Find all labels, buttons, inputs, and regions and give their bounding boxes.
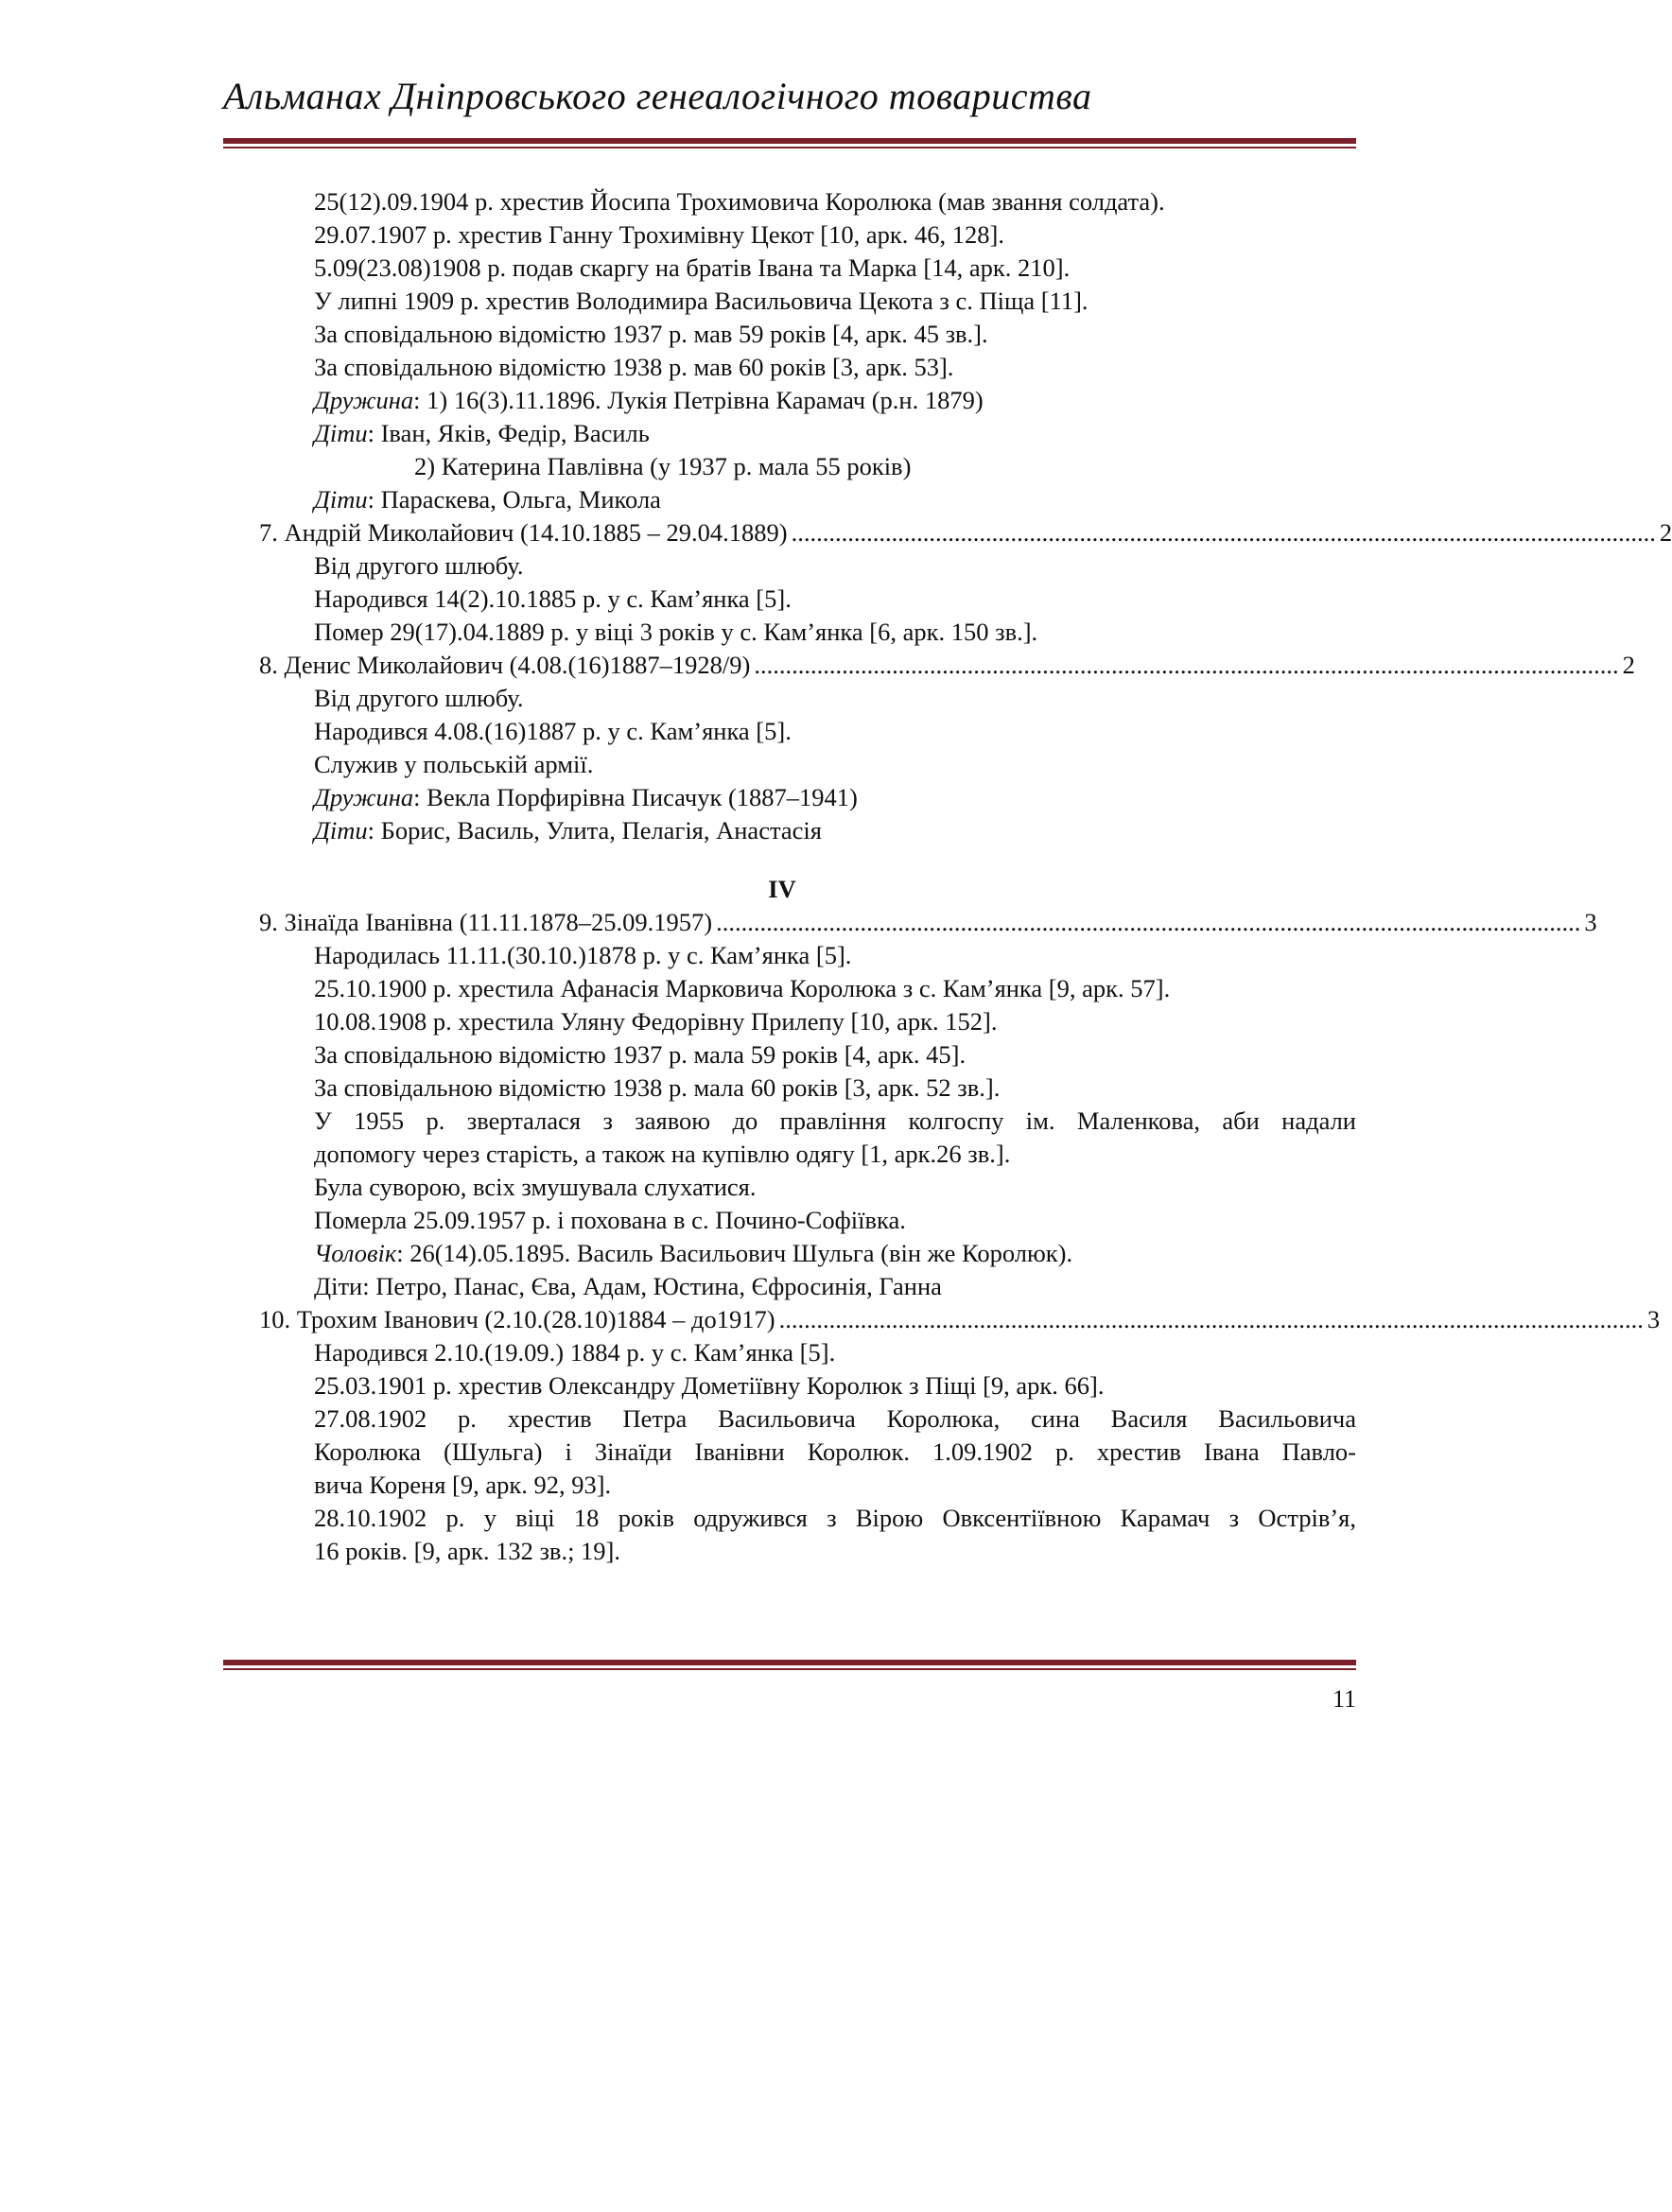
dot-leader: .......................................................................................................................................... (778, 1305, 1644, 1333)
text-line: Від другого шлюбу. (314, 684, 524, 712)
entry-heading-text: 9. Зінаїда Іванівна (11.11.1878–25.09.1957) (259, 908, 713, 936)
text-line: 16 років. [9, арк. 132 зв.; 19]. (314, 1537, 621, 1565)
wife-text: : Векла Порфирівна Писачук (1887–1941) (413, 783, 858, 811)
husband-line (314, 1237, 1072, 1269)
entry-8-heading (259, 649, 1635, 681)
husband-label: Чоловік (314, 1239, 397, 1267)
footer-rule (223, 1660, 1356, 1670)
entry-10-heading (259, 1303, 1661, 1335)
text-line: Народилась 11.11.(30.10.)1878 р. у с. Кам’янка [5]. (314, 941, 852, 969)
dot-leader: .......................................................................................................................................... (791, 518, 1656, 547)
page-number: 11 (1332, 1685, 1356, 1713)
text-line: 28.10.1902 р. у віці 18 років одружився з Вірою Овксентіївною Карамач з Острів’я, (314, 1504, 1356, 1532)
text-line: вича Кореня [9, арк. 92, 93]. (314, 1471, 612, 1499)
generation-number: 3 (1646, 1305, 1661, 1333)
text-line: У 1955 р. зверталася з заявою до правління колгоспу ім. Маленкова, аби надали (314, 1106, 1356, 1135)
text-line: Служив у польській армії. (314, 750, 594, 778)
text-line: Від другого шлюбу. (314, 551, 524, 580)
children-line (314, 417, 650, 449)
entry-heading-text: 8. Денис Миколайович (4.08.(16)1887–1928/9) (259, 651, 751, 679)
text-line: Народився 4.08.(16)1887 р. у с. Кам’янка [5]. (314, 717, 792, 745)
children-label: Діти (314, 485, 368, 514)
running-header-title: Альманах Дніпровського генеалогічного товариства (223, 75, 1092, 117)
children-line (314, 483, 661, 515)
text-line: У липні 1909 р. хрестив Володимира Васильовича Цекота з с. Піща [11]. (314, 287, 1089, 315)
section-heading: IV (768, 875, 796, 903)
text-line: За сповідальною відомістю 1937 р. мав 59 років [4, арк. 45 зв.]. (314, 320, 988, 348)
generation-number: 2 (1659, 518, 1672, 547)
dot-leader: .......................................................................................................................................... (716, 908, 1581, 936)
wife-label: Дружина (314, 386, 414, 414)
text-line: За сповідальною відомістю 1938 р. мала 60 років [3, арк. 52 зв.]. (314, 1073, 1001, 1102)
text-line: 5.09(23.08)1908 р. подав скаргу на братів Івана та Марка [14, арк. 210]. (314, 253, 1071, 282)
text-line: 29.07.1907 р. хрестив Ганну Трохимівну Цекот [10, арк. 46, 128]. (314, 220, 1004, 249)
text-line: Народився 14(2).10.1885 р. у с. Кам’янка [5]. (314, 584, 792, 613)
header-rule (223, 138, 1356, 148)
text-line: Померла 25.09.1957 р. і похована в с. Почино-Софіївка. (314, 1206, 906, 1234)
text-line: Народився 2.10.(19.09.) 1884 р. у с. Кам’янка [5]. (314, 1338, 836, 1367)
generation-number: 2 (1622, 651, 1635, 679)
text-line: 10.08.1908 р. хрестила Уляну Федорівну Прилепу [10, арк. 152]. (314, 1007, 998, 1036)
text-line: 25.03.1901 р. хрестив Олександру Дометіївну Королюк з Піщі [9, арк. 66]. (314, 1371, 1105, 1400)
husband-text: : 26(14).05.1895. Василь Васильович Шульга (він же Королюк). (396, 1239, 1073, 1267)
children-text: : Борис, Василь, Улита, Пелагія, Анастасія (367, 816, 822, 845)
children-text: : Іван, Яків, Федір, Василь (367, 419, 650, 447)
text-line: Була суворою, всіх змушувала слухатися. (314, 1173, 757, 1201)
text-line: 27.08.1902 р. хрестив Петра Васильовича Королюка, сина Василя Васильовича (314, 1404, 1356, 1433)
children-label: Діти (314, 816, 368, 845)
generation-number: 3 (1584, 908, 1597, 936)
children-label: Діти (314, 419, 368, 447)
wife-line (314, 781, 858, 813)
wife-line (314, 384, 984, 416)
entry-7-heading (259, 516, 1672, 549)
children-line: Діти: Петро, Панас, Єва, Адам, Юстина, Єфросинія, Ганна (314, 1272, 942, 1300)
text-line: 25.10.1900 р. хрестила Афанасія Марковича Королюка з с. Кам’янка [9, арк. 57]. (314, 974, 1171, 1002)
dot-leader: .......................................................................................................................................... (754, 651, 1619, 679)
text-line: Королюка (Шульга) і Зінаїди Іванівни Королюк. 1.09.1902 р. хрестив Івана Павло- (314, 1437, 1356, 1466)
text-line: допомогу через старість, а також на купівлю одягу [1, арк.26 зв.]. (314, 1140, 1011, 1168)
entry-heading-text: 7. Андрій Миколайович (14.10.1885 – 29.04.1889) (259, 518, 788, 547)
second-wife-line: 2) Катерина Павлівна (у 1937 р. мала 55 років) (414, 452, 912, 480)
text-line: За сповідальною відомістю 1938 р. мав 60 років [3, арк. 53]. (314, 353, 954, 381)
text-line: За сповідальною відомістю 1937 р. мала 59 років [4, арк. 45]. (314, 1040, 967, 1069)
children-line (314, 814, 822, 846)
entry-9-heading (259, 906, 1597, 938)
entry-heading-text: 10. Трохим Іванович (2.10.(28.10)1884 – до1917) (259, 1305, 775, 1333)
children-text: : Параскева, Ольга, Микола (367, 485, 661, 514)
wife-label: Дружина (314, 783, 414, 811)
wife-text: : 1) 16(3).11.1896. Лукія Петрівна Карамач (р.н. 1879) (413, 386, 984, 414)
text-line: 25(12).09.1904 р. хрестив Йосипа Трохимовича Королюка (мав звання солдата). (314, 187, 1165, 216)
text-line: Помер 29(17).04.1889 р. у віці 3 років у с. Кам’янка [6, арк. 150 зв.]. (314, 618, 1038, 646)
